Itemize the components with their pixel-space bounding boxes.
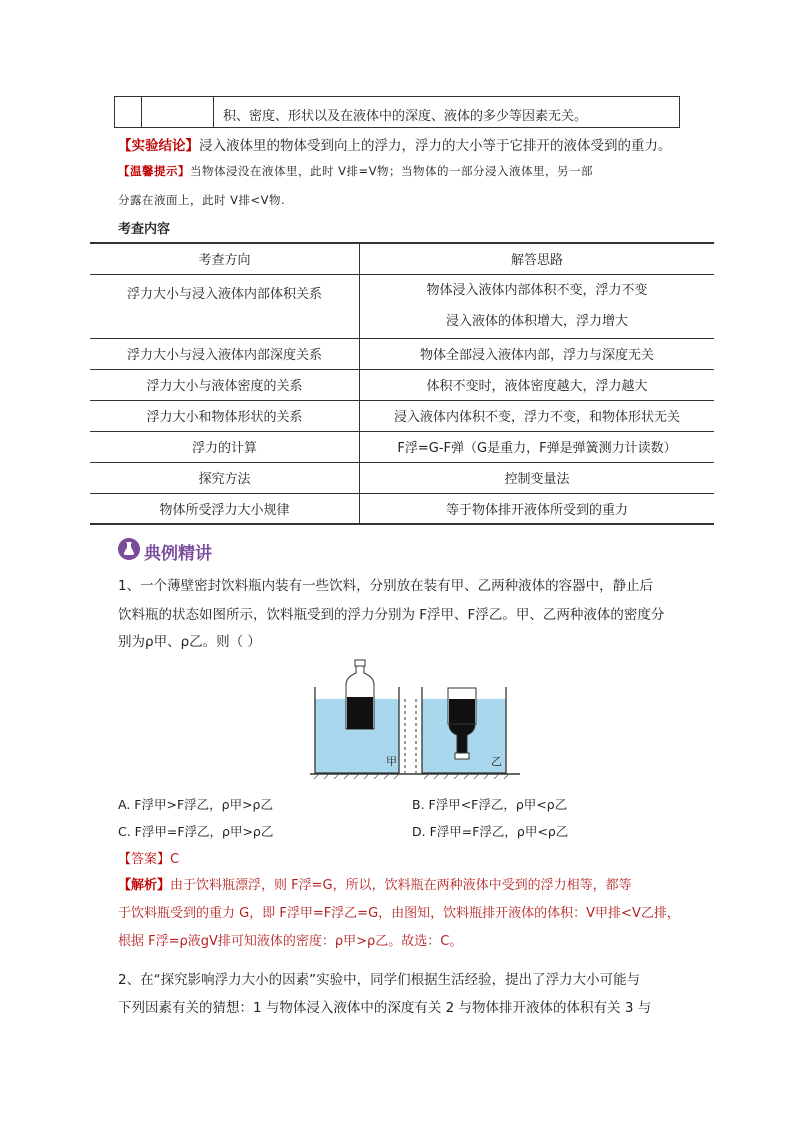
question-1-line-2: 饮料瓶的状态如图所示，饮料瓶受到的浮力分别为 F浮甲、F浮乙。甲、乙两种液体的密度分 — [118, 607, 665, 623]
question-1-line-1: 1、一个薄壁密封饮料瓶内装有一些饮料，分别放在装有甲、乙两种液体的容器中，静止后 — [118, 578, 654, 594]
question-2-line-1: 2、在“探究影响浮力大小的因素”实验中，同学们根据生活经验，提出了浮力大小可能与 — [118, 972, 641, 988]
bottle-figure — [310, 655, 520, 780]
analysis-line-3: 根据 F浮=ρ液gV排可知液体的密度：ρ甲>ρ乙。故选：C。 — [118, 934, 463, 949]
table-row: 物体所受浮力大小规律 等于物体排开液体所受到的重力 — [90, 493, 714, 524]
table-row: 浮力大小与浸入液体内部深度关系 物体全部浸入液体内部，浮力与深度无关 — [90, 338, 714, 369]
option-b[interactable]: B. F浮甲<F浮乙，ρ甲<ρ乙 — [412, 797, 568, 812]
option-c[interactable]: C. F浮甲=F浮乙，ρ甲>ρ乙 — [118, 824, 274, 839]
tip-line-2: 分露在液面上，此时 V排<V物. — [118, 193, 286, 207]
option-a[interactable]: A. F浮甲>F浮乙，ρ甲>ρ乙 — [118, 797, 273, 812]
table-header: 解答思路 — [360, 243, 715, 274]
option-d[interactable]: D. F浮甲=F浮乙，ρ甲<ρ乙 — [412, 824, 569, 839]
continuation-table — [114, 96, 680, 128]
bottle-upright — [346, 660, 374, 729]
table-row: 浮力大小与液体密度的关系 体积不变时，液体密度越大，浮力越大 — [90, 369, 714, 400]
label-jia: 甲 — [386, 755, 397, 768]
table-cell — [115, 97, 142, 127]
section-title: 考查内容 — [118, 222, 171, 237]
analysis-tag: 【解析】 — [118, 878, 171, 893]
table-row: 浮力大小和物体形状的关系 浸入液体内体积不变，浮力不变，和物体形状无关 — [90, 400, 714, 431]
content-table — [90, 242, 714, 525]
table-row: 浮力的计算 F浮=G-F弹（G是重力，F弹是弹簧测力计读数） — [90, 431, 714, 462]
question-1-line-3: 别为ρ甲、ρ乙。则（ ） — [118, 634, 261, 650]
example-header-label: 典例精讲 — [144, 544, 212, 564]
table-cell-text: 积、密度、形状以及在液体中的深度、液体的多少等因素无关。 — [223, 109, 588, 124]
answer-tag: 【答案】 — [118, 852, 171, 867]
table-row: 浮力大小与浸入液体内部体积关系 物体浸入液体内部体积不变，浮力不变 浸入液体的体积增大，浮力增大 — [90, 274, 714, 338]
conclusion-tag: 【实验结论】 — [118, 138, 199, 154]
label-yi: 乙 — [491, 755, 502, 768]
analysis-line-1: 【解析】由于饮料瓶漂浮，则 F浮=G，所以，饮料瓶在两种液体中受到的浮力相等，都等 — [118, 878, 632, 893]
table-row: 探究方法 控制变量法 — [90, 462, 714, 493]
table-cell — [141, 97, 214, 127]
question-2-line-2: 下列因素有关的猜想：1 与物体浸入液体中的深度有关 2 与物体排开液体的体积有关 3 与 — [118, 1000, 652, 1016]
flask-icon — [118, 538, 140, 560]
analysis-line-2: 于饮料瓶受到的重力 G，即 F浮甲=F浮乙=G，由图知，饮料瓶排开液体的体积：V甲排<V乙排， — [118, 906, 680, 921]
experiment-conclusion — [118, 134, 672, 154]
tip-line-1: 【温馨提示】当物体浸没在液体里，此时 V排=V物；当物体的一部分浸入液体里，另一部 — [118, 164, 594, 178]
tip-tag: 【温馨提示】 — [118, 164, 190, 178]
table-header: 考查方向 — [90, 243, 360, 274]
conclusion-text: 浸入液体里的物体受到向上的浮力，浮力的大小等于它排开的液体受到的重力。 — [199, 138, 672, 154]
answer-value: C — [170, 852, 180, 867]
answer-line — [118, 848, 179, 867]
